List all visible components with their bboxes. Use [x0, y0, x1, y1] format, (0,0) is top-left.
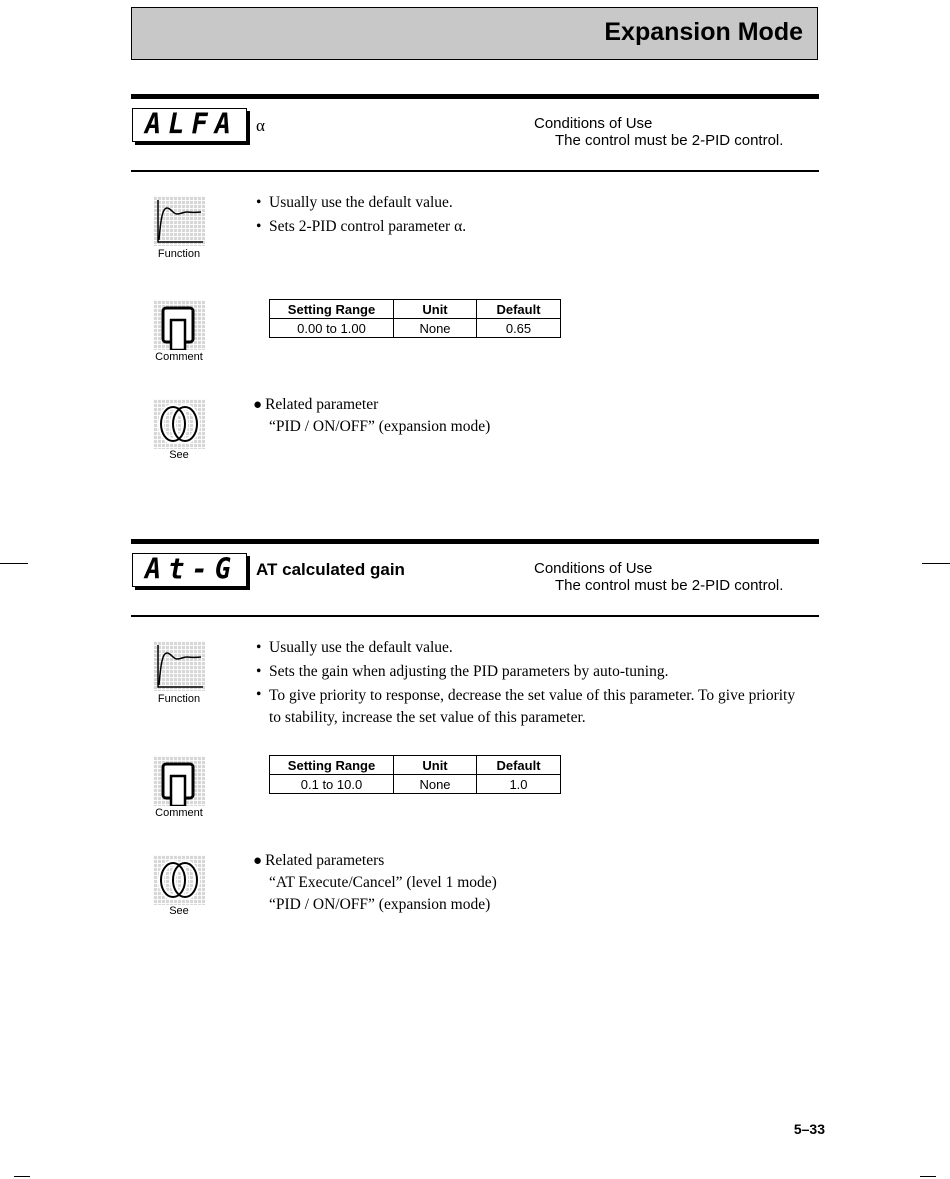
- conditions-text: The control must be 2-PID control.: [555, 577, 784, 594]
- related-parameters: [253, 850, 497, 916]
- list-item: • Usually use the default value.: [256, 636, 796, 660]
- display-code-box: [132, 553, 247, 587]
- table-header: Unit: [394, 300, 477, 319]
- crop-mark-right: [922, 563, 950, 564]
- crop-mark-bottom-right: [920, 1176, 936, 1177]
- section-divider-rule: [131, 170, 819, 172]
- related-parameters: [253, 394, 490, 438]
- see-icon: [153, 399, 205, 449]
- table-header: Setting Range: [270, 756, 394, 775]
- table-cell: 0.1 to 10.0: [270, 775, 394, 794]
- function-bullets: [256, 191, 796, 239]
- list-item: • Sets the gain when adjusting the PID parameters by auto-tuning.: [256, 660, 796, 684]
- function-label: Function: [157, 693, 201, 705]
- settings-table: [269, 755, 561, 794]
- table-row: [270, 775, 561, 794]
- conditions-title: Conditions of Use: [534, 115, 653, 132]
- display-code-box: [132, 108, 247, 142]
- table-header: Default: [477, 300, 561, 319]
- see-label: See: [169, 449, 189, 461]
- display-code: At-G: [145, 553, 239, 586]
- conditions-text: The control must be 2-PID control.: [555, 132, 784, 149]
- related-title: ● Related parameter: [253, 394, 490, 416]
- function-icon: [153, 196, 205, 246]
- table-cell: 0.65: [477, 319, 561, 338]
- parameter-name: AT calculated gain: [256, 560, 405, 579]
- section-top-rule: [131, 539, 819, 544]
- section-top-rule: [131, 94, 819, 99]
- page-title: Expansion Mode: [604, 18, 803, 46]
- table-cell: 1.0: [477, 775, 561, 794]
- function-bullets: [256, 636, 796, 729]
- conditions-title: Conditions of Use: [534, 560, 653, 577]
- table-header: Unit: [394, 756, 477, 775]
- header-banner: [131, 7, 818, 60]
- crop-mark-left: [0, 563, 28, 564]
- table-header: Default: [477, 756, 561, 775]
- related-title: ● Related parameters: [253, 850, 497, 872]
- function-label: Function: [157, 248, 201, 260]
- crop-mark-bottom-left: [14, 1176, 30, 1177]
- comment-icon: [153, 300, 205, 350]
- page-number: 5–33: [793, 1121, 825, 1137]
- table-header: Setting Range: [270, 300, 394, 319]
- table-cell: None: [394, 319, 477, 338]
- list-item: • To give priority to response, decrease the set value of this parameter. To give priority to stability, increase the set value of this parameter.: [256, 684, 796, 729]
- settings-table: [269, 299, 561, 338]
- comment-label: Comment: [155, 807, 203, 819]
- related-item: “AT Execute/Cancel” (level 1 mode): [269, 874, 497, 891]
- comment-icon: [153, 756, 205, 806]
- related-item: “PID / ON/OFF” (expansion mode): [269, 418, 491, 435]
- parameter-name: α: [256, 116, 265, 135]
- display-code: ALFA: [145, 108, 239, 141]
- section-divider-rule: [131, 615, 819, 617]
- comment-label: Comment: [155, 351, 203, 363]
- list-item: • Sets 2-PID control parameter α.: [256, 215, 796, 239]
- list-item: • Usually use the default value.: [256, 191, 796, 215]
- related-item: “PID / ON/OFF” (expansion mode): [269, 896, 491, 913]
- see-icon: [153, 855, 205, 905]
- function-icon: [153, 641, 205, 691]
- table-cell: 0.00 to 1.00: [270, 319, 394, 338]
- table-cell: None: [394, 775, 477, 794]
- see-label: See: [169, 905, 189, 917]
- table-row: [270, 319, 561, 338]
